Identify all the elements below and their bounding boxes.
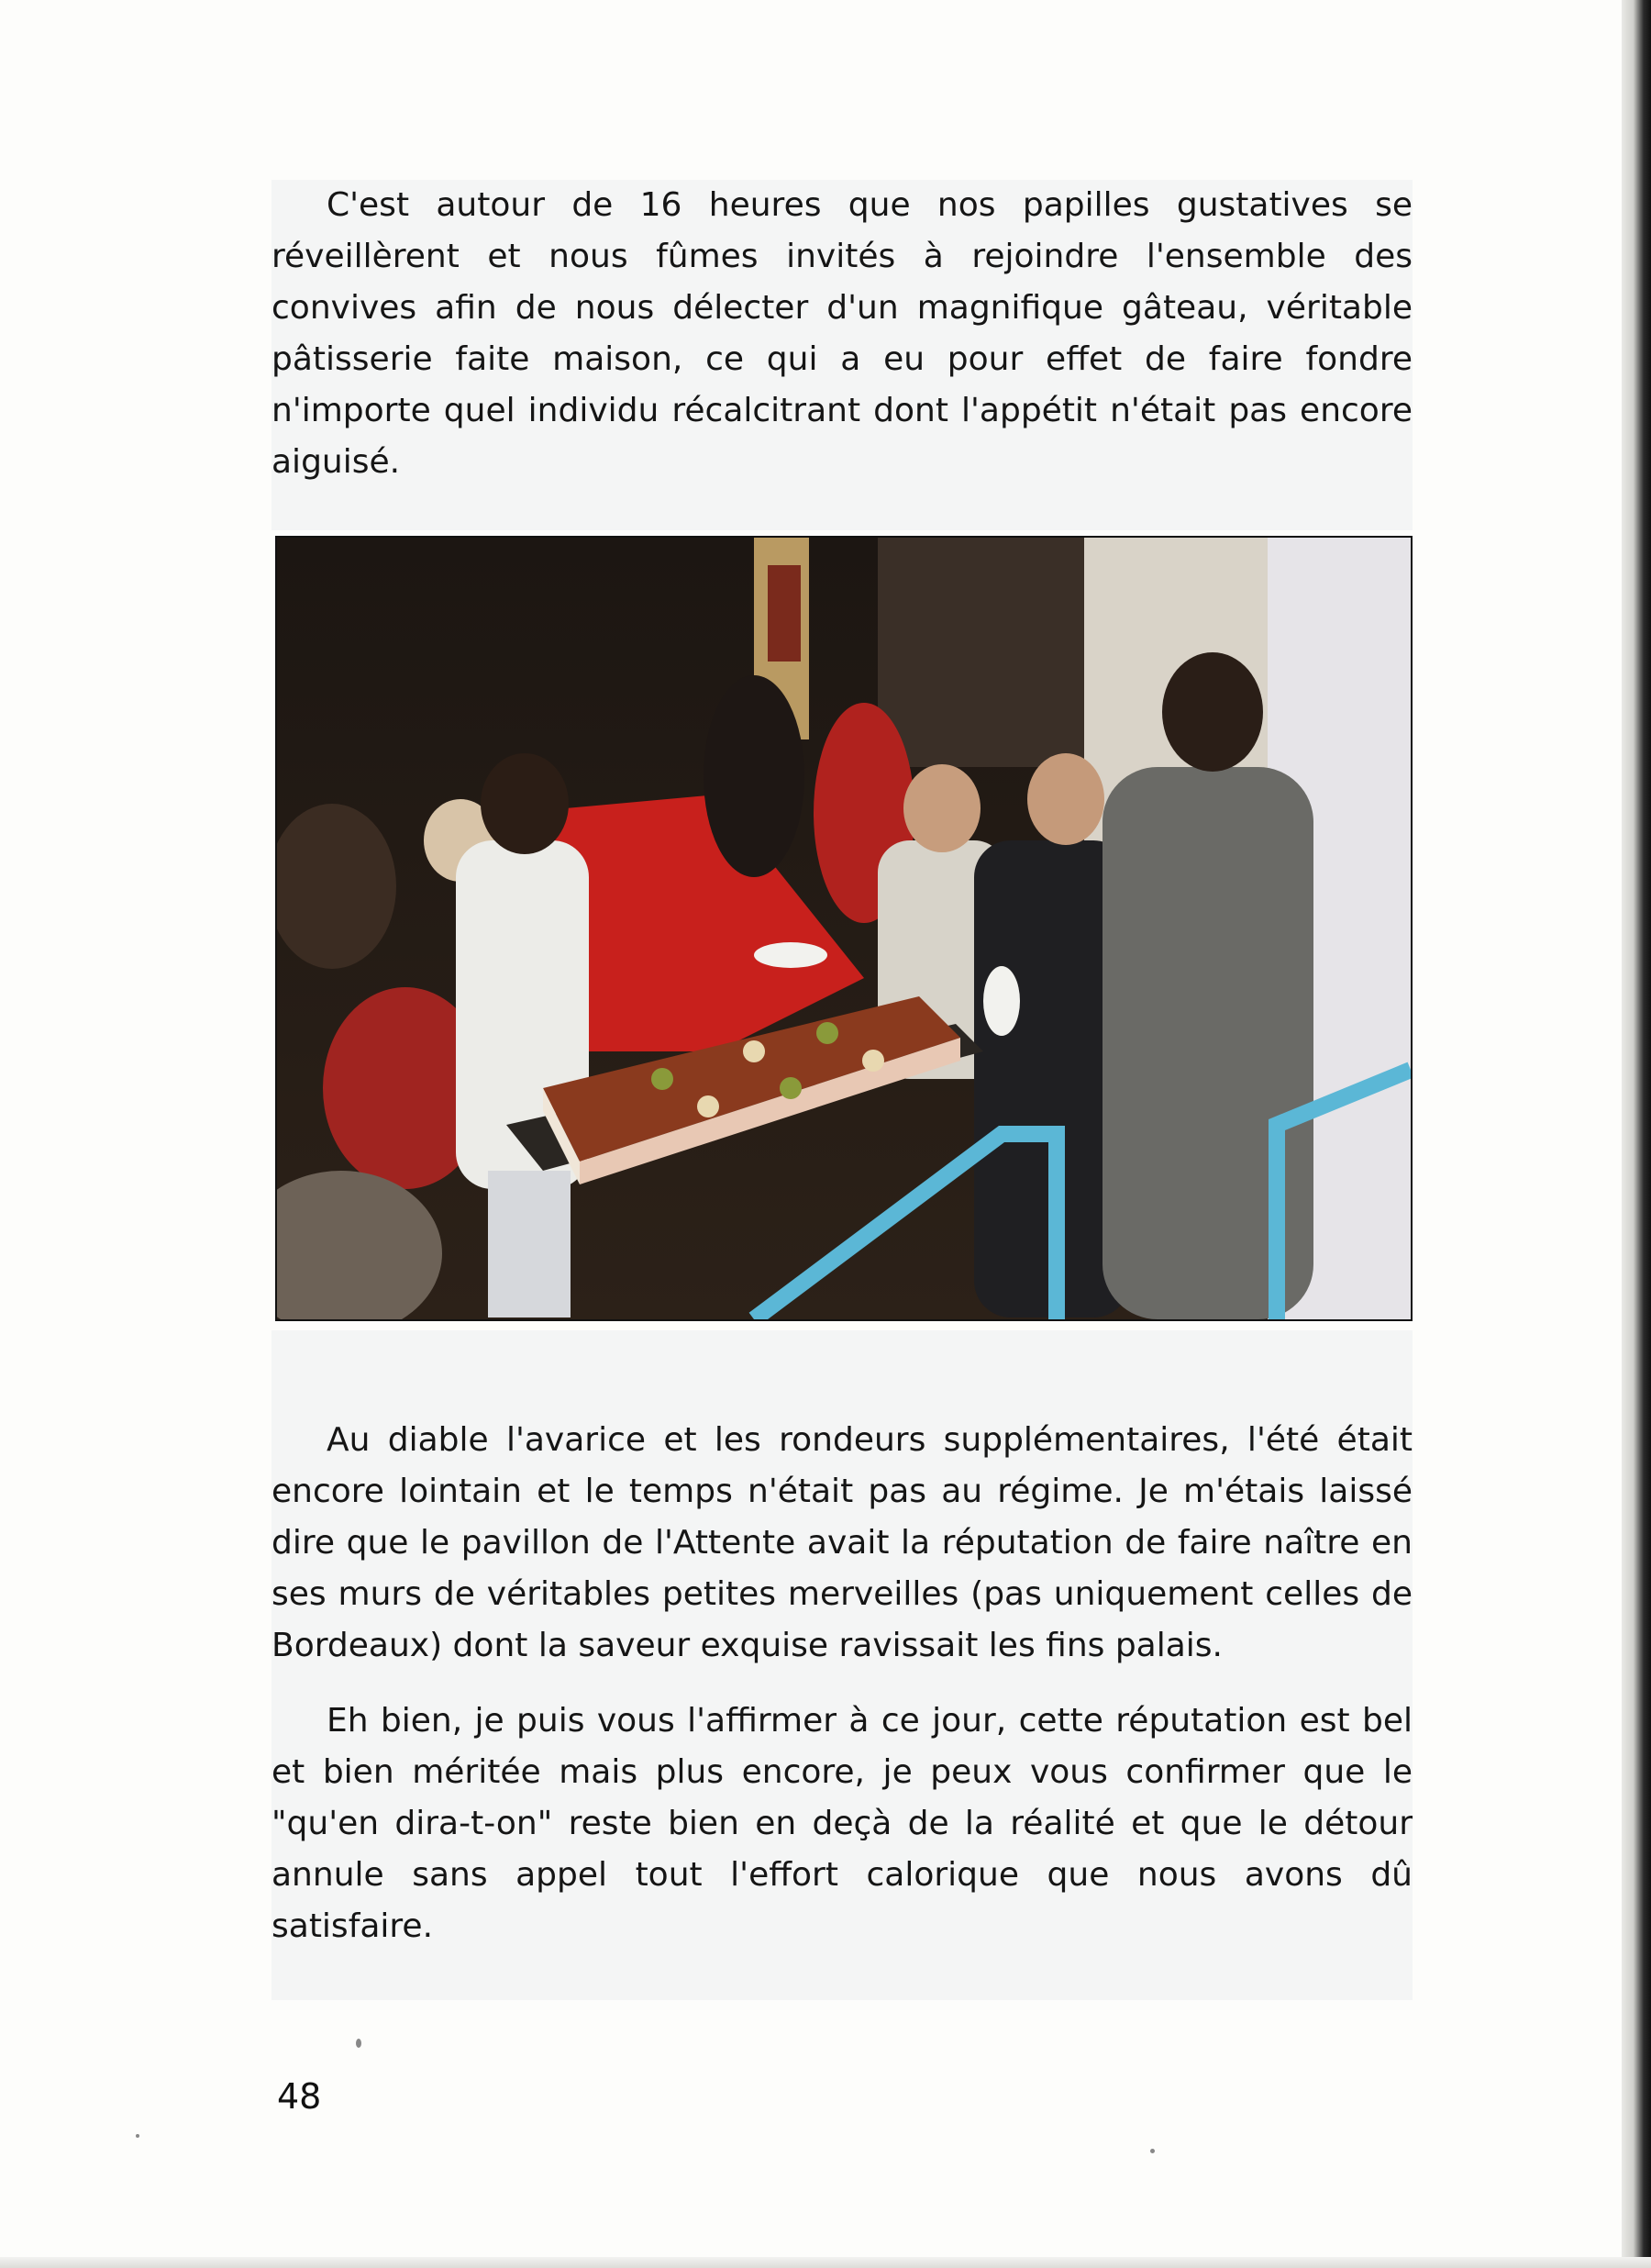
text-block-top (271, 180, 1413, 530)
paper-speck (136, 2134, 139, 2138)
page-bottom-edge (0, 2257, 1651, 2268)
page-edge (1622, 0, 1651, 2268)
paper-speck (356, 2039, 361, 2048)
paragraph: Au diable l'avarice et les rondeurs supplémentaires, l'été était encore lointain et le temps n'était pas au régime. Je m'étais laissé dire que le pavillon de l'Attente avait la réputation de faire naître en ses murs de véritables petites merveilles (pas uniquement celles de Bordeaux) dont la saveur exquise ravissait les fins palais. (271, 1421, 1413, 1664)
page-number: 48 (277, 2076, 322, 2117)
photo-cake-party (275, 536, 1413, 1321)
paragraph: C'est autour de 16 heures que nos papilles gustatives se réveillèrent et nous fûmes invités à rejoindre l'ensemble des convives afin de nous délecter d'un magnifique gâteau, véritable pâtisserie faite maison, ce qui a eu pour effet de faire fondre n'importe quel individu récalcitrant dont l'appétit n'était pas encore aiguisé. (271, 186, 1413, 481)
paragraph: Eh bien, je puis vous l'affirmer à ce jour, cette réputation est bel et bien méritée mais plus encore, je peux vous confirmer que le "qu'en dira-t-on" reste bien en deçà de la réalité et que le détour annule sans appel tout l'effort calorique que nous avons dû satisfaire. (271, 1702, 1413, 1945)
photo-illustration (277, 538, 1411, 1319)
text-block-bottom (271, 1330, 1413, 2000)
paper-speck (1150, 2149, 1155, 2153)
